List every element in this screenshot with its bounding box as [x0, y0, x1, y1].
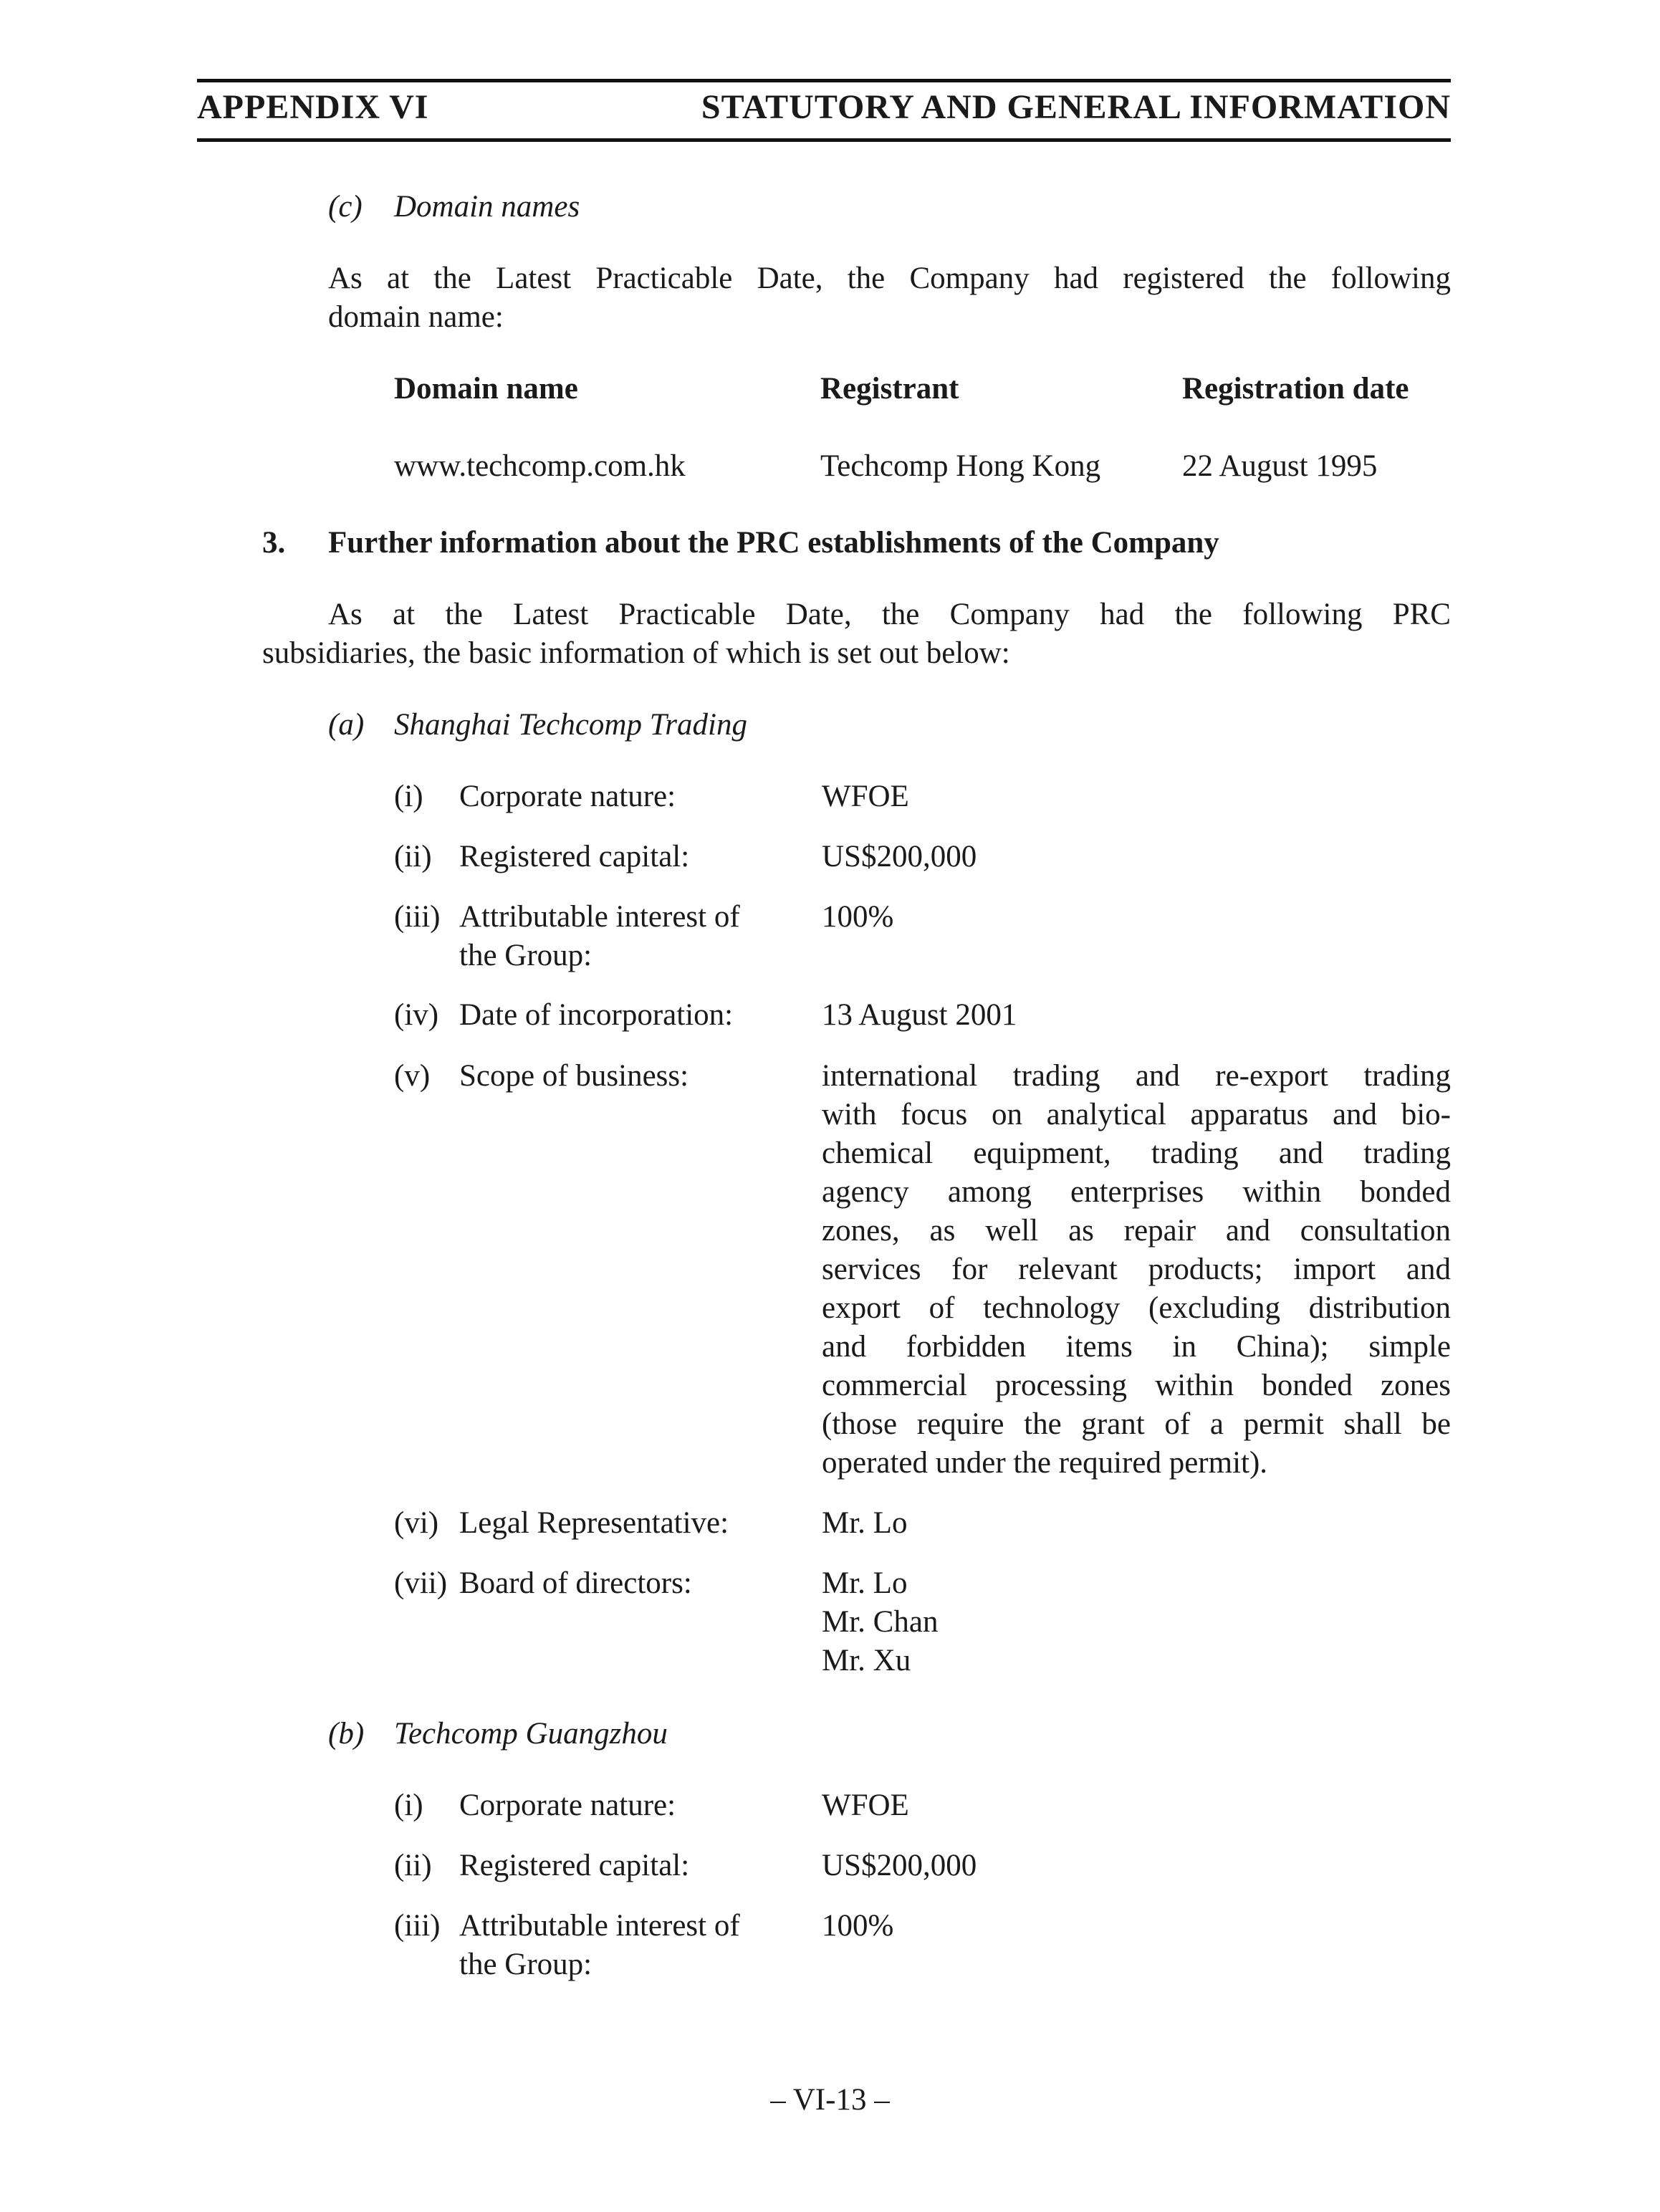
registrant-cell: Techcomp Hong Kong — [820, 449, 1101, 483]
subsidiary-b-title: Techcomp Guangzhou — [394, 1717, 668, 1751]
registrant-column-header: Registrant — [820, 372, 959, 406]
item-number: (iv) — [394, 998, 439, 1032]
item-value: WFOE — [822, 1789, 909, 1822]
scope-line: (those require the grant of a permit shall be — [822, 1407, 1451, 1441]
item-label: Attributable interest of — [459, 1909, 740, 1943]
item-number: (v) — [394, 1059, 431, 1093]
item-label: Date of incorporation: — [459, 998, 734, 1032]
director-name: Mr. Lo — [822, 1566, 908, 1600]
item-value: US$200,000 — [822, 840, 977, 873]
scope-line: international trading and re-export trading — [822, 1059, 1451, 1093]
item-number: (i) — [394, 780, 423, 813]
item-label: Attributable interest of — [459, 900, 740, 934]
domain-intro-line-1: As at the Latest Practicable Date, the Company had registered the following — [328, 262, 1451, 295]
subsidiary-a-title: Shanghai Techcomp Trading — [394, 708, 747, 742]
scope-line: chemical equipment, trading and trading — [822, 1136, 1451, 1170]
item-label: Board of directors: — [459, 1566, 692, 1600]
item-label-continued: the Group: — [459, 939, 592, 972]
item-label: Corporate nature: — [459, 780, 676, 813]
scope-line: and forbidden items in China); simple — [822, 1330, 1451, 1364]
section-3-intro-line-2: subsidiaries, the basic information of which is set out below: — [262, 636, 1010, 670]
section-3-intro-line-1: As at the Latest Practicable Date, the Company had the following PRC — [328, 598, 1451, 631]
subsidiary-a-marker: (a) — [328, 708, 365, 742]
item-number: (ii) — [394, 840, 432, 873]
item-label: Registered capital: — [459, 1849, 690, 1882]
item-number: (i) — [394, 1789, 423, 1822]
item-value: 100% — [822, 900, 894, 934]
page-number: – VI-13 – — [770, 2083, 890, 2117]
section-3-heading: Further information about the PRC establishments of the Company — [328, 526, 1219, 560]
item-label-continued: the Group: — [459, 1948, 592, 1981]
director-name: Mr. Xu — [822, 1644, 911, 1677]
scope-line: commercial processing within bonded zones — [822, 1369, 1451, 1402]
item-value: 13 August 2001 — [822, 998, 1017, 1032]
scope-line: operated under the required permit). — [822, 1446, 1268, 1480]
subsidiary-b-marker: (b) — [328, 1717, 365, 1751]
registration-date-column-header: Registration date — [1182, 372, 1409, 406]
director-name: Mr. Chan — [822, 1605, 939, 1639]
item-number: (iii) — [394, 1909, 441, 1943]
domain-name-cell: www.techcomp.com.hk — [394, 449, 686, 483]
item-label: Registered capital: — [459, 840, 690, 873]
item-value: WFOE — [822, 780, 909, 813]
scope-line: with focus on analytical apparatus and bio- — [822, 1098, 1451, 1131]
domain-column-header: Domain name — [394, 372, 578, 406]
item-value: Mr. Lo — [822, 1506, 908, 1540]
item-number: (iii) — [394, 900, 441, 934]
registration-date-cell: 22 August 1995 — [1182, 449, 1378, 483]
appendix-title: STATUTORY AND GENERAL INFORMATION — [701, 88, 1451, 126]
scope-line: agency among enterprises within bonded — [822, 1175, 1451, 1209]
section-3-number: 3. — [262, 526, 286, 560]
scope-line: services for relevant products; import and — [822, 1253, 1451, 1286]
item-label: Scope of business: — [459, 1059, 689, 1093]
header-bottom-rule — [197, 138, 1451, 142]
domain-section-marker: (c) — [328, 190, 363, 224]
domain-section-title: Domain names — [394, 190, 580, 224]
item-label: Corporate nature: — [459, 1789, 676, 1822]
item-label: Legal Representative: — [459, 1506, 729, 1540]
appendix-label: APPENDIX VI — [197, 88, 429, 126]
domain-intro-line-2: domain name: — [328, 300, 504, 334]
item-value: 100% — [822, 1909, 894, 1943]
item-value: US$200,000 — [822, 1849, 977, 1882]
scope-line: zones, as well as repair and consultation — [822, 1214, 1451, 1248]
item-number: (vii) — [394, 1566, 448, 1600]
header-top-rule — [197, 79, 1451, 82]
item-number: (vi) — [394, 1506, 439, 1540]
scope-line: export of technology (excluding distribution — [822, 1291, 1451, 1325]
item-number: (ii) — [394, 1849, 432, 1882]
